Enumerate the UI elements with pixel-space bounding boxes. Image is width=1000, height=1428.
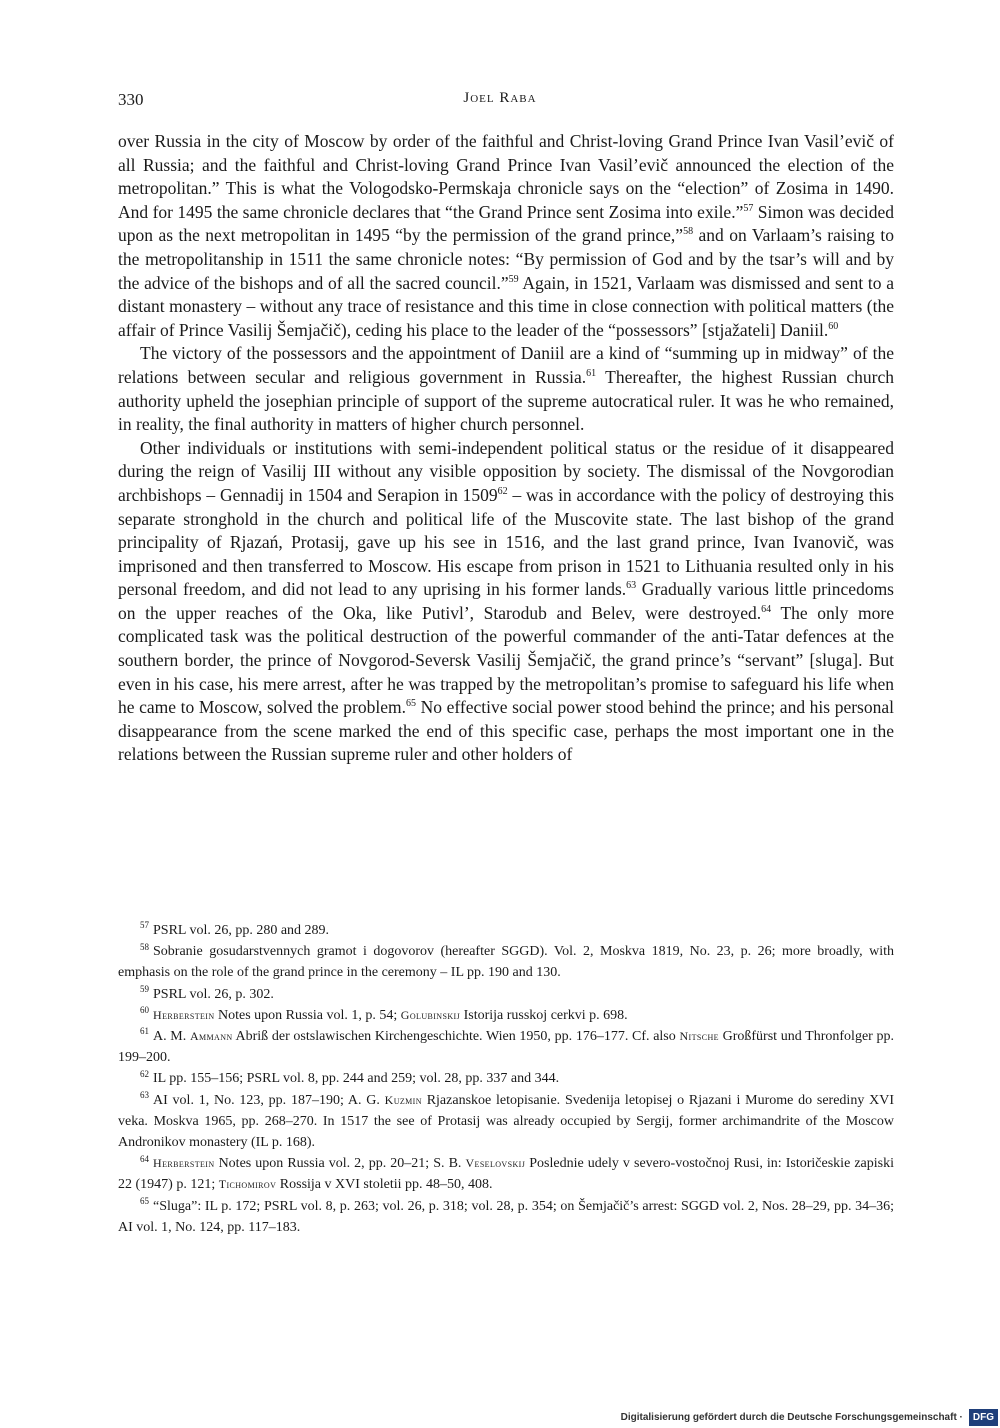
footnote-ref[interactable]: 64	[761, 604, 772, 616]
footnote-number: 58	[140, 941, 149, 952]
footnote-number: 60	[140, 1005, 149, 1016]
paragraph-2	[118, 342, 894, 436]
footnote-number: 61	[140, 1026, 149, 1037]
footnote-65	[118, 1196, 894, 1238]
footnote-63	[118, 1090, 894, 1154]
footnote-ref[interactable]: 63	[626, 580, 637, 592]
text-run: – was in accordance with the policy of destroying this separate stronghold in the church and political life of the Muscovite state. The last bishop of the grand principality of Rjazań, Protasij, gave up his see in 1516, and the last grand prince, Ivan Ivanovič, was imprisoned and then transferred to Moscow. His escape from prison in 1521 to Lithuania resulted only in his personal freedom, and did not lead to any uprising in his former lands.	[118, 484, 894, 600]
footnote-ref[interactable]: 62	[497, 486, 508, 498]
footnote-text: A. M.	[153, 1029, 190, 1045]
footnote-64	[118, 1153, 894, 1195]
text-run: The only more complicated task was the political destruction of the powerful commander of the anti-Tatar defences at the southern border, the prince of Novgorod-Seversk Vasilij Šemjačič, the grand prince’s “servant” [sluga]. But even in his case, his mere arrest, after he was trapped by the metropolitan’s promise to safeguard his life when he came to Moscow, solved the problem.	[118, 602, 894, 718]
footnote-60	[118, 1005, 894, 1026]
footnote-text: Poslednie udely v severo-vostočnoj Rusi, in: Istoričeskie zapiski 22 (1947) p. 121;	[118, 1156, 894, 1193]
author-name: Ammann	[189, 1029, 233, 1044]
footnote-58	[118, 941, 894, 983]
footnote-ref[interactable]: 60	[828, 320, 839, 332]
text-run: Other individuals or institutions with semi-independent political status or the residue of it disappeared during the reign of Vasilij III without any visible opposition by society. The dismissal of the Novgorodian archbishops – Gennadij in 1504 and Serapion in 1509	[118, 437, 894, 505]
body-text	[118, 130, 894, 767]
footnote-59	[118, 984, 894, 1005]
footnote-57	[118, 920, 894, 941]
text-run: and on Varlaam’s raising to the metropolitanship in 1511 the same chronicle notes: “By permission of God and by the tsar’s will and by the advice of the bishops and of all the sacred council.”	[118, 225, 894, 293]
footnote-ref[interactable]: 59	[508, 273, 519, 285]
paragraph-3	[118, 437, 894, 767]
text-run: Thereafter, the highest Russian church authority upheld the josephian principle of support of the supreme autocratical ruler. It was he who remained, in reality, the final authority in matters of higher church personnel.	[118, 366, 894, 435]
footnote-number: 57	[140, 920, 149, 931]
footnote-number: 59	[140, 983, 149, 994]
author-name: Kuzmin	[384, 1092, 422, 1107]
footnote-ref[interactable]: 65	[405, 698, 416, 710]
footnote-text: PSRL vol. 26, pp. 280 and 289.	[153, 923, 330, 938]
paragraph-1	[118, 130, 894, 342]
footnote-text: Abriß der ostslawischen Kirchengeschichte. Wien 1950, pp. 176–177. Cf. also	[232, 1029, 680, 1045]
footnote-text: “Sluga”: IL p. 172; PSRL vol. 8, p. 263; vol. 26, p. 318; vol. 28, p. 354; on Šemjačič’s arrest: SGGD vol. 2, Nos. 28–29, pp. 34–36; AI vol. 1, No. 124, pp. 117–183.	[118, 1198, 894, 1235]
footnote-number: 62	[140, 1068, 149, 1079]
footnotes	[118, 920, 894, 1238]
text-run: Gradually various little princedoms on the upper reaches of the Oka, like Putivl’, Starodub and Belev, were destroyed.	[118, 579, 894, 623]
footnote-ref[interactable]: 57	[743, 202, 754, 214]
footnote-text: Notes upon Russia vol. 2, pp. 20–21; S. B.	[214, 1156, 466, 1172]
footnote-ref[interactable]: 58	[683, 226, 694, 238]
footnote-text: Sobranie gosudarstvennych gramot i dogovorov (hereafter SGGD). Vol. 2, Moskva 1819, No. 23, p. 26; more broadly, with emphasis on the role of the grand prince in the ceremony – IL pp. 190 and 130.	[118, 944, 894, 981]
funding-text: Digitalisierung gefördert durch die Deutsche Forschungsgemeinschaft ·	[620, 1411, 963, 1423]
text-run: No effective social power stood behind the prince; and his personal disappearance from the scene marked the end of this specific case, perhaps the most important one in the relations between the Russian supreme ruler and other holders of	[118, 697, 894, 765]
footnote-61	[118, 1026, 894, 1068]
running-head: Joel Raba	[463, 90, 537, 106]
author-name: Veselovskij	[465, 1156, 526, 1171]
text-run: Simon was decided upon as the next metropolitan in 1495 “by the permission of the grand prince,”	[118, 201, 894, 246]
author-name: Herberstein	[153, 1156, 215, 1171]
author-name: Tichomirov	[218, 1177, 277, 1192]
text-run: Again, in 1521, Varlaam was dismissed and sent to a distant monastery – without any trace of resistance and this time in close connection with political matters (the affair of Prince Vasilij Šemjačič), ceding his place to the leader of the “possessors” [stjažateli] Daniil.	[118, 272, 894, 340]
footnote-text: PSRL vol. 26, p. 302.	[153, 986, 274, 1002]
footnote-number: 63	[140, 1089, 149, 1100]
footnote-text: Rjazanskoe letopisanie. Svedenija letopisej o Rjazani i Murome do serediny XVI veka. Moskva 1965, pp. 268–270. In 1517 the see of Protasij was already occupied by Sergij, former archimandrite of the Moscow Andronikov monastery (IL p. 168).	[118, 1092, 894, 1151]
footnote-text: Rossija v XVI stoletii pp. 48–50, 408.	[276, 1177, 493, 1193]
footnote-text: Großfürst und Thronfolger pp. 199–200.	[118, 1029, 895, 1066]
footnote-text: IL pp. 155–156; PSRL vol. 8, pp. 244 and 259; vol. 28, pp. 337 and 344.	[153, 1071, 560, 1087]
author-name: Herberstein	[153, 1007, 215, 1022]
footnote-text: Notes upon Russia vol. 1, p. 54;	[214, 1007, 401, 1023]
dfg-logo: DFG	[969, 1409, 998, 1426]
footnote-ref[interactable]: 61	[586, 368, 597, 380]
text-run: over Russia in the city of Moscow by order of the faithful and Christ-loving Grand Prince Ivan Vasil’evič of all Russia; and the faithful and Christ-loving Grand Prince Ivan Vasil’evič announced the election of the metropolitan.” This is what the Vologodsko-Permskaja chronicle says on the “election” of Zosima in 1490. And for 1495 the same chronicle declares that “the Grand Prince sent Zosima into exile.”	[118, 131, 894, 222]
text-run: The victory of the possessors and the appointment of Daniil are a kind of “summing up in midway” of the relations between secular and religious government in Russia.	[118, 343, 894, 387]
footnote-number: 64	[140, 1153, 149, 1164]
footnote-text: AI vol. 1, No. 123, pp. 187–190; A. G.	[153, 1092, 385, 1108]
footnote-number: 65	[140, 1195, 149, 1206]
page-number: 330	[118, 90, 144, 109]
footnote-text: Istorija russkoj cerkvi p. 698.	[460, 1007, 628, 1023]
author-name: Golubinskij	[400, 1007, 461, 1022]
funding-footer	[621, 1406, 1000, 1428]
author-name: Nitsche	[679, 1029, 719, 1044]
footnote-62	[118, 1068, 894, 1089]
